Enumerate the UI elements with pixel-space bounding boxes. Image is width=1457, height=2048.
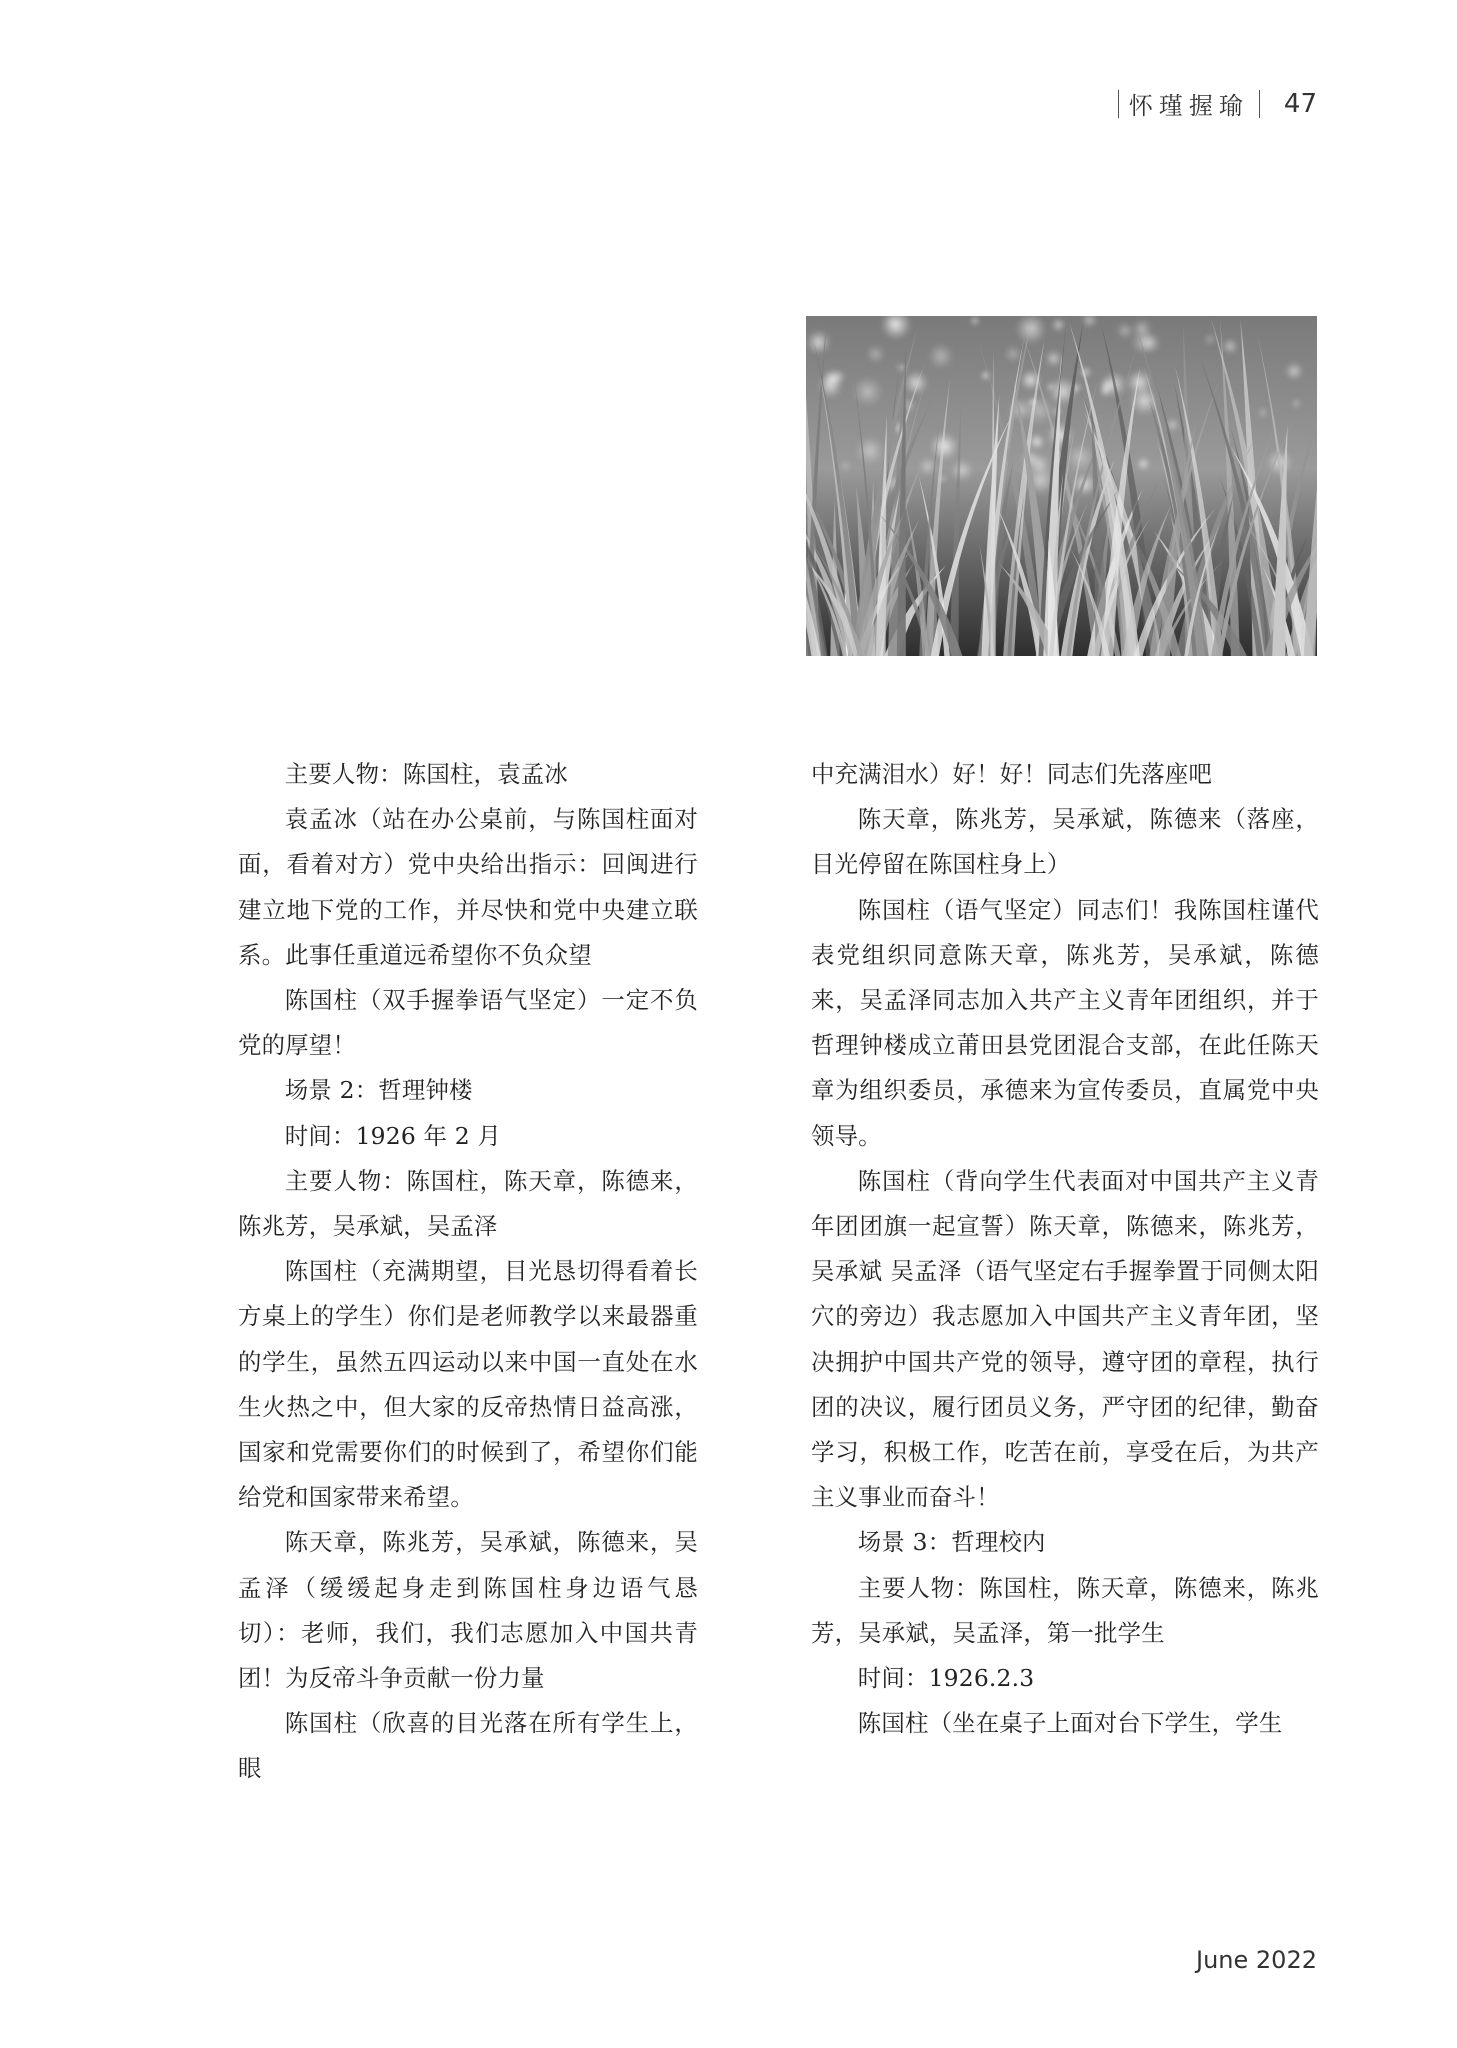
issue-date: June 2022	[1196, 1946, 1317, 1974]
paragraph: 时间：1926.2.3	[857, 1664, 1035, 1693]
paragraph: 陈国柱（语气坚定）同志们！我陈国柱谨代表党组织同意陈天章，陈兆芳，吴承斌，陈德来，吴孟泽同志加入共产主义青年团组织，并于哲理钟楼成立莆田县党团混合支部，在此任陈天章为组织委员，承德来为宣传委员，直属党中央领导。	[811, 895, 1319, 1150]
header-divider-left	[1118, 90, 1119, 118]
paragraph: 陈国柱（欣喜的目光落在所有学生上，眼	[238, 1709, 698, 1783]
page-number: 47	[1283, 88, 1317, 119]
paragraph: 场景 2：哲理钟楼	[284, 1076, 473, 1105]
paragraph: 陈国柱（坐在桌子上面对台下学生，学生	[857, 1709, 1283, 1738]
paragraph: 主要人物：陈国柱，陈天章，陈德来，陈兆芳，吴承斌，吴孟泽，第一批学生	[811, 1573, 1319, 1647]
paragraph: 陈天章，陈兆芳，吴承斌，陈德来（落座，目光停留在陈国柱身上）	[811, 805, 1319, 879]
grass-photo-graphic	[806, 316, 1317, 656]
paragraph: 时间：1926 年 2 月	[284, 1121, 502, 1150]
header-divider-right	[1259, 90, 1260, 118]
paragraph: 中充满泪水）好！好！同志们先落座吧	[811, 760, 1213, 788]
grass-photo	[806, 316, 1317, 656]
paragraph: 场景 3：哲理校内	[857, 1528, 1046, 1557]
paragraph: 袁孟冰（站在办公桌前，与陈国柱面对面，看着对方）党中央给出指示：回闽进行建立地下党的工作，并尽快和党中央建立联系。此事任重道远希望你不负众望	[238, 805, 698, 969]
paragraph: 主要人物：陈国柱，陈天章，陈德来，陈兆芳，吴承斌，吴孟泽	[238, 1166, 698, 1241]
page-header	[1108, 86, 1317, 121]
paragraph: 陈天章，陈兆芳，吴承斌，陈德来，吴孟泽（缓缓起身走到陈国柱身边语气恳切）：老师，我们，我们志愿加入中国共青团！为反帝斗争贡献一份力量	[238, 1528, 698, 1693]
paragraph: 陈国柱（双手握拳语气坚定）一定不负党的厚望！	[238, 986, 698, 1060]
right-text-column	[811, 752, 1319, 1746]
paragraph: 陈国柱（背向学生代表面对中国共产主义青年团团旗一起宣誓）陈天章，陈德来，陈兆芳，吴承斌 吴孟泽（语气坚定右手握拳置于同侧太阳穴的旁边）我志愿加入中国共产主义青年团，坚决拥护中国共产党的领导，遵守团的章程，执行团的决议，履行团员义务，严守团的纪律，勤奋学习，积极工作，吃苦在前，享受在后，为共产主义事业而奋斗！	[811, 1166, 1319, 1512]
left-text-column	[238, 752, 698, 1792]
paragraph: 陈国柱（充满期望，目光恳切得看着长方桌上的学生）你们是老师教学以来最器重的学生，虽然五四运动以来中国一直处在水生火热之中，但大家的反帝热情日益高涨，国家和党需要你们的时候到了，希望你们能给党和国家带来希望。	[238, 1257, 698, 1512]
paragraph: 主要人物：陈国柱，袁孟冰	[284, 760, 568, 788]
section-title: 怀瑾握瑜	[1128, 92, 1249, 120]
